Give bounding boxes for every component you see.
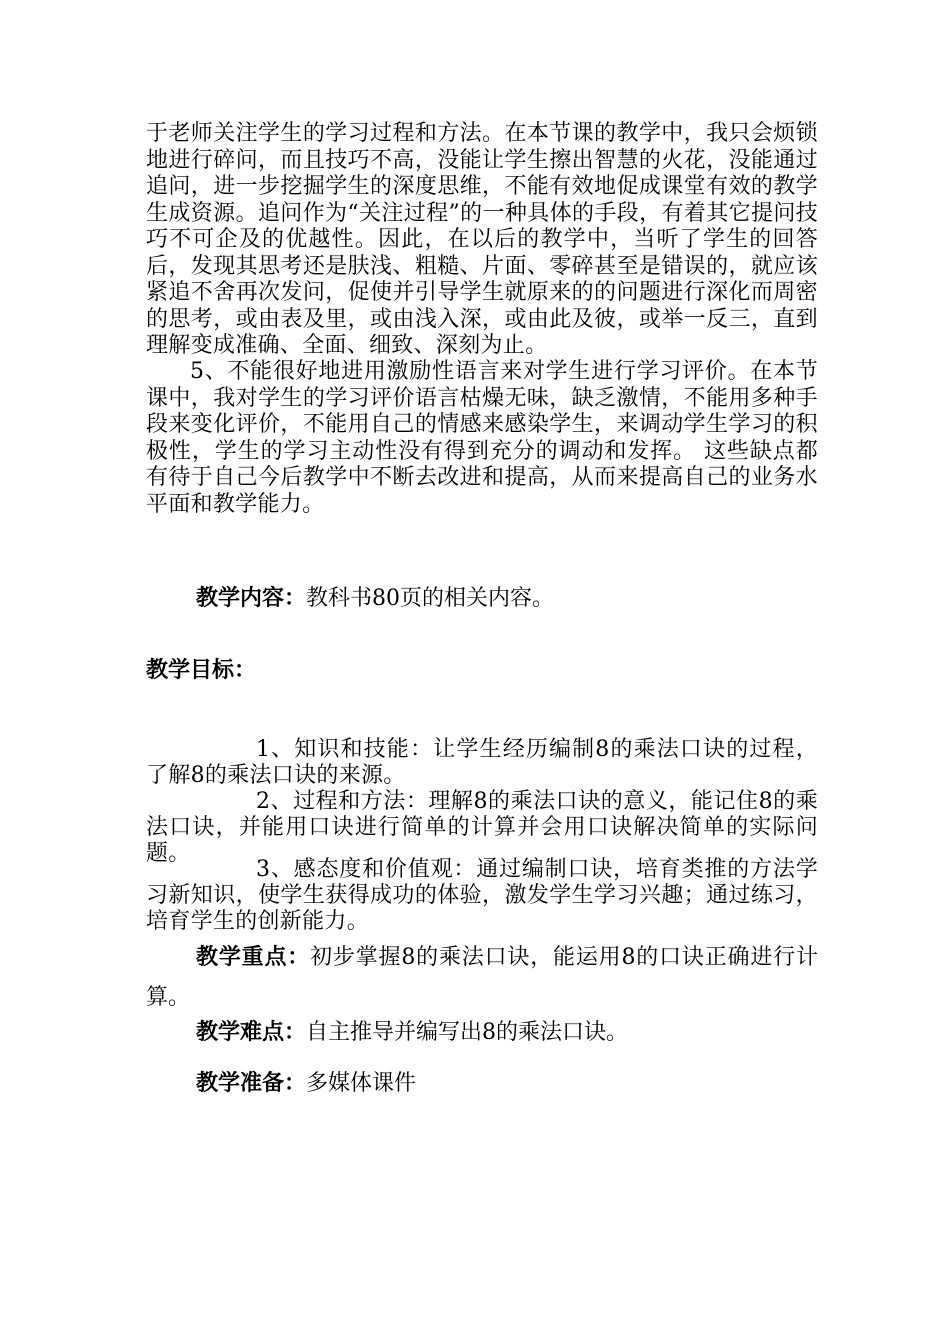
reflection-paragraph-1: 于老师关注学生的学习过程和方法。在本节课的教学中，我只会烦锁地进行碎问，而且技巧不高，没能让学生擦出智慧的火花，没能通过追问，进一步挖掘学生的深度思维，不能有效地促成课堂有效的教学生成资源。追问作为“关注过程”的一种具体的手段，有着其它提问技巧不可企及的优越性。因此，在以后的教学中，当听了学生的回答后，发现其思考还是肤浅、粗糙、片面、零碎甚至是错误的，就应该紧追不舍再次发问，促使并引导学生就原来的的问题进行深化而周密的思考，或由表及里，或由浅入深，或由此及彼，或举一反三，直到理解变成准确、全面、细致、深刻为止。 [146, 121, 818, 358]
preparation-text: 多媒体课件 [306, 1071, 417, 1096]
objective-item-2: 2、过程和方法：理解8的乘法口诀的意义，能记住8的乘法口诀，并能用口诀进行简单的计算并会用口诀解决简单的实际问题。 [146, 789, 818, 866]
difficulty-line [146, 1018, 818, 1048]
difficulty-text: 自主推导并编写出8的乘法口诀。 [306, 1020, 629, 1045]
objective-item-1: 1、知识和技能：让学生经历编制8的乘法口诀的过程，了解8的乘法口诀的来源。 [146, 737, 818, 788]
teaching-content-label: 教学内容： [196, 586, 307, 611]
key-points-text: 初步掌握8的乘法口诀，能运用8的口诀正确进行计算。 [146, 945, 818, 1010]
preparation-label: 教学准备： [196, 1071, 307, 1096]
reflection-paragraph-2: 5、不能很好地进用激励性语言来对学生进行学习评价。在本节课中，我对学生的学习评价语言枯燥无味，缺乏激情，不能用多种手段来变化评价，不能用自己的情感来感染学生，来调动学生学习的积极性，学生的学习主动性没有得到充分的调动和发挥。 这些缺点都有待于自己今后教学中不断去改进和提高，从而来提高自己的业务水平面和教学能力。 [146, 359, 818, 517]
teaching-content-text: 教科书80页的相关内容。 [306, 586, 555, 611]
difficulty-label: 教学难点： [196, 1020, 307, 1045]
objective-item-3: 3、感态度和价值观：通过编制口诀，培育类推的方法学习新知识，使学生获得成功的体验，激发学生学习兴趣；通过练习，培育学生的创新能力。 [146, 857, 818, 934]
key-points-line [146, 938, 818, 1018]
teaching-content-line [146, 584, 818, 614]
teaching-objectives-heading: 教学目标： [146, 658, 257, 683]
key-points-label: 教学重点： [196, 945, 311, 970]
preparation-line [146, 1069, 818, 1099]
